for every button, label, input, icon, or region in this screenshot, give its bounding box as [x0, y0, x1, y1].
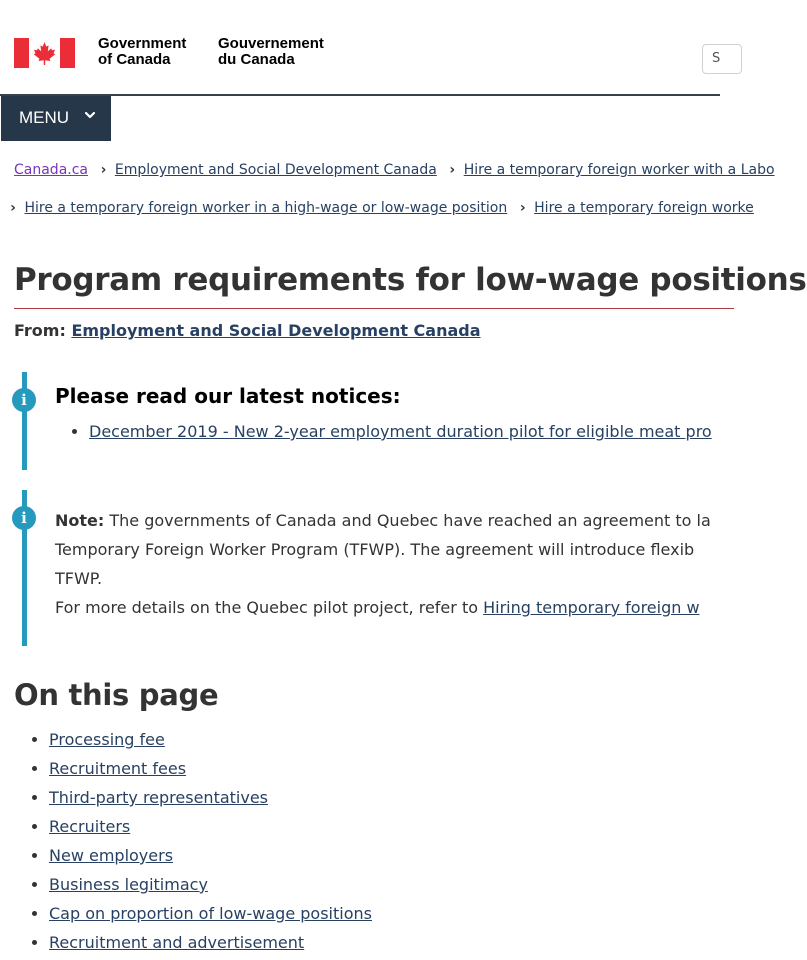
info-icon: i [12, 506, 36, 530]
list-item [89, 422, 712, 441]
breadcrumb-item [2, 200, 507, 216]
title-underline [14, 308, 734, 309]
note-label: Note: [55, 511, 105, 530]
canada-flag-icon[interactable] [14, 38, 75, 68]
chevron-right-icon: › [10, 200, 16, 216]
list-item [49, 727, 372, 756]
breadcrumb-link-hire-worker[interactable]: Hire a temporary foreign worke [534, 200, 754, 216]
chevron-right-icon: › [100, 162, 107, 178]
notice-link[interactable]: December 2019 - New 2-year employment duration pilot for eligible meat pro [89, 422, 712, 441]
notice-alert [22, 372, 727, 470]
toc-link[interactable]: Third-party representatives [49, 788, 269, 807]
menu-button[interactable] [1, 96, 111, 141]
toc-link[interactable]: Recruitment fees [49, 759, 187, 778]
from-link[interactable]: Employment and Social Development Canada [71, 321, 481, 340]
site-header [0, 0, 720, 96]
note-paragraph [55, 506, 735, 593]
list-item [49, 785, 372, 814]
menu-label: MENU [19, 108, 70, 127]
on-this-page-list [14, 727, 372, 959]
breadcrumb-link-esdc[interactable]: Employment and Social Development Canada [114, 162, 437, 178]
toc-link[interactable]: Cap on proportion of low-wage positions [49, 904, 372, 923]
breadcrumb-link-canada[interactable]: Canada.ca [14, 162, 88, 178]
on-this-page-heading: On this page [14, 678, 219, 712]
breadcrumb-item [92, 162, 436, 178]
chevron-right-icon: › [449, 162, 456, 178]
toc-link[interactable]: Recruitment and advertisement [49, 933, 305, 952]
breadcrumb-item [512, 200, 754, 216]
breadcrumb-link-hire-lmia[interactable]: Hire a temporary foreign worker with a Labo [463, 162, 775, 178]
chevron-right-icon: › [519, 200, 526, 216]
note-line: TFWP. [55, 569, 103, 588]
page-title: Program requirements for low-wage positions [14, 262, 807, 298]
list-item [49, 814, 372, 843]
note-text: The governments of Canada and Quebec have reached an agreement to la [104, 511, 711, 530]
toc-link[interactable]: Business legitimacy [49, 875, 208, 894]
search-input[interactable]: S [702, 44, 742, 74]
list-item [49, 756, 372, 785]
note-more-paragraph [55, 598, 700, 617]
note-alert [22, 490, 727, 646]
chevron-down-icon [84, 109, 96, 121]
breadcrumb-link-high-low-wage[interactable]: Hire a temporary foreign worker in a high-wage or low-wage position [24, 200, 508, 216]
breadcrumb-item [14, 162, 88, 178]
list-item [49, 930, 372, 959]
breadcrumb-item [441, 162, 774, 178]
from-label: From: [14, 321, 66, 340]
from-line [14, 321, 481, 340]
list-item [49, 872, 372, 901]
note-line [55, 506, 735, 535]
toc-link[interactable]: Processing fee [49, 730, 165, 749]
list-item [49, 843, 372, 872]
breadcrumb-row [14, 162, 775, 178]
toc-link[interactable]: New employers [49, 846, 174, 865]
quebec-pilot-link[interactable]: Hiring temporary foreign w [483, 598, 700, 617]
toc-link[interactable]: Recruiters [49, 817, 131, 836]
info-icon: i [12, 388, 36, 412]
notice-list [55, 422, 712, 441]
list-item [49, 901, 372, 930]
government-signature-en[interactable]: Government of Canada [98, 35, 187, 68]
note-more-text: For more details on the Quebec pilot project, refer to [55, 598, 484, 617]
notice-heading: Please read our latest notices: [55, 384, 401, 408]
breadcrumb-row [2, 200, 754, 216]
government-signature-fr[interactable]: Gouvernement du Canada [218, 35, 324, 68]
note-line: Temporary Foreign Worker Program (TFWP). The agreement will introduce flexib [55, 540, 695, 559]
